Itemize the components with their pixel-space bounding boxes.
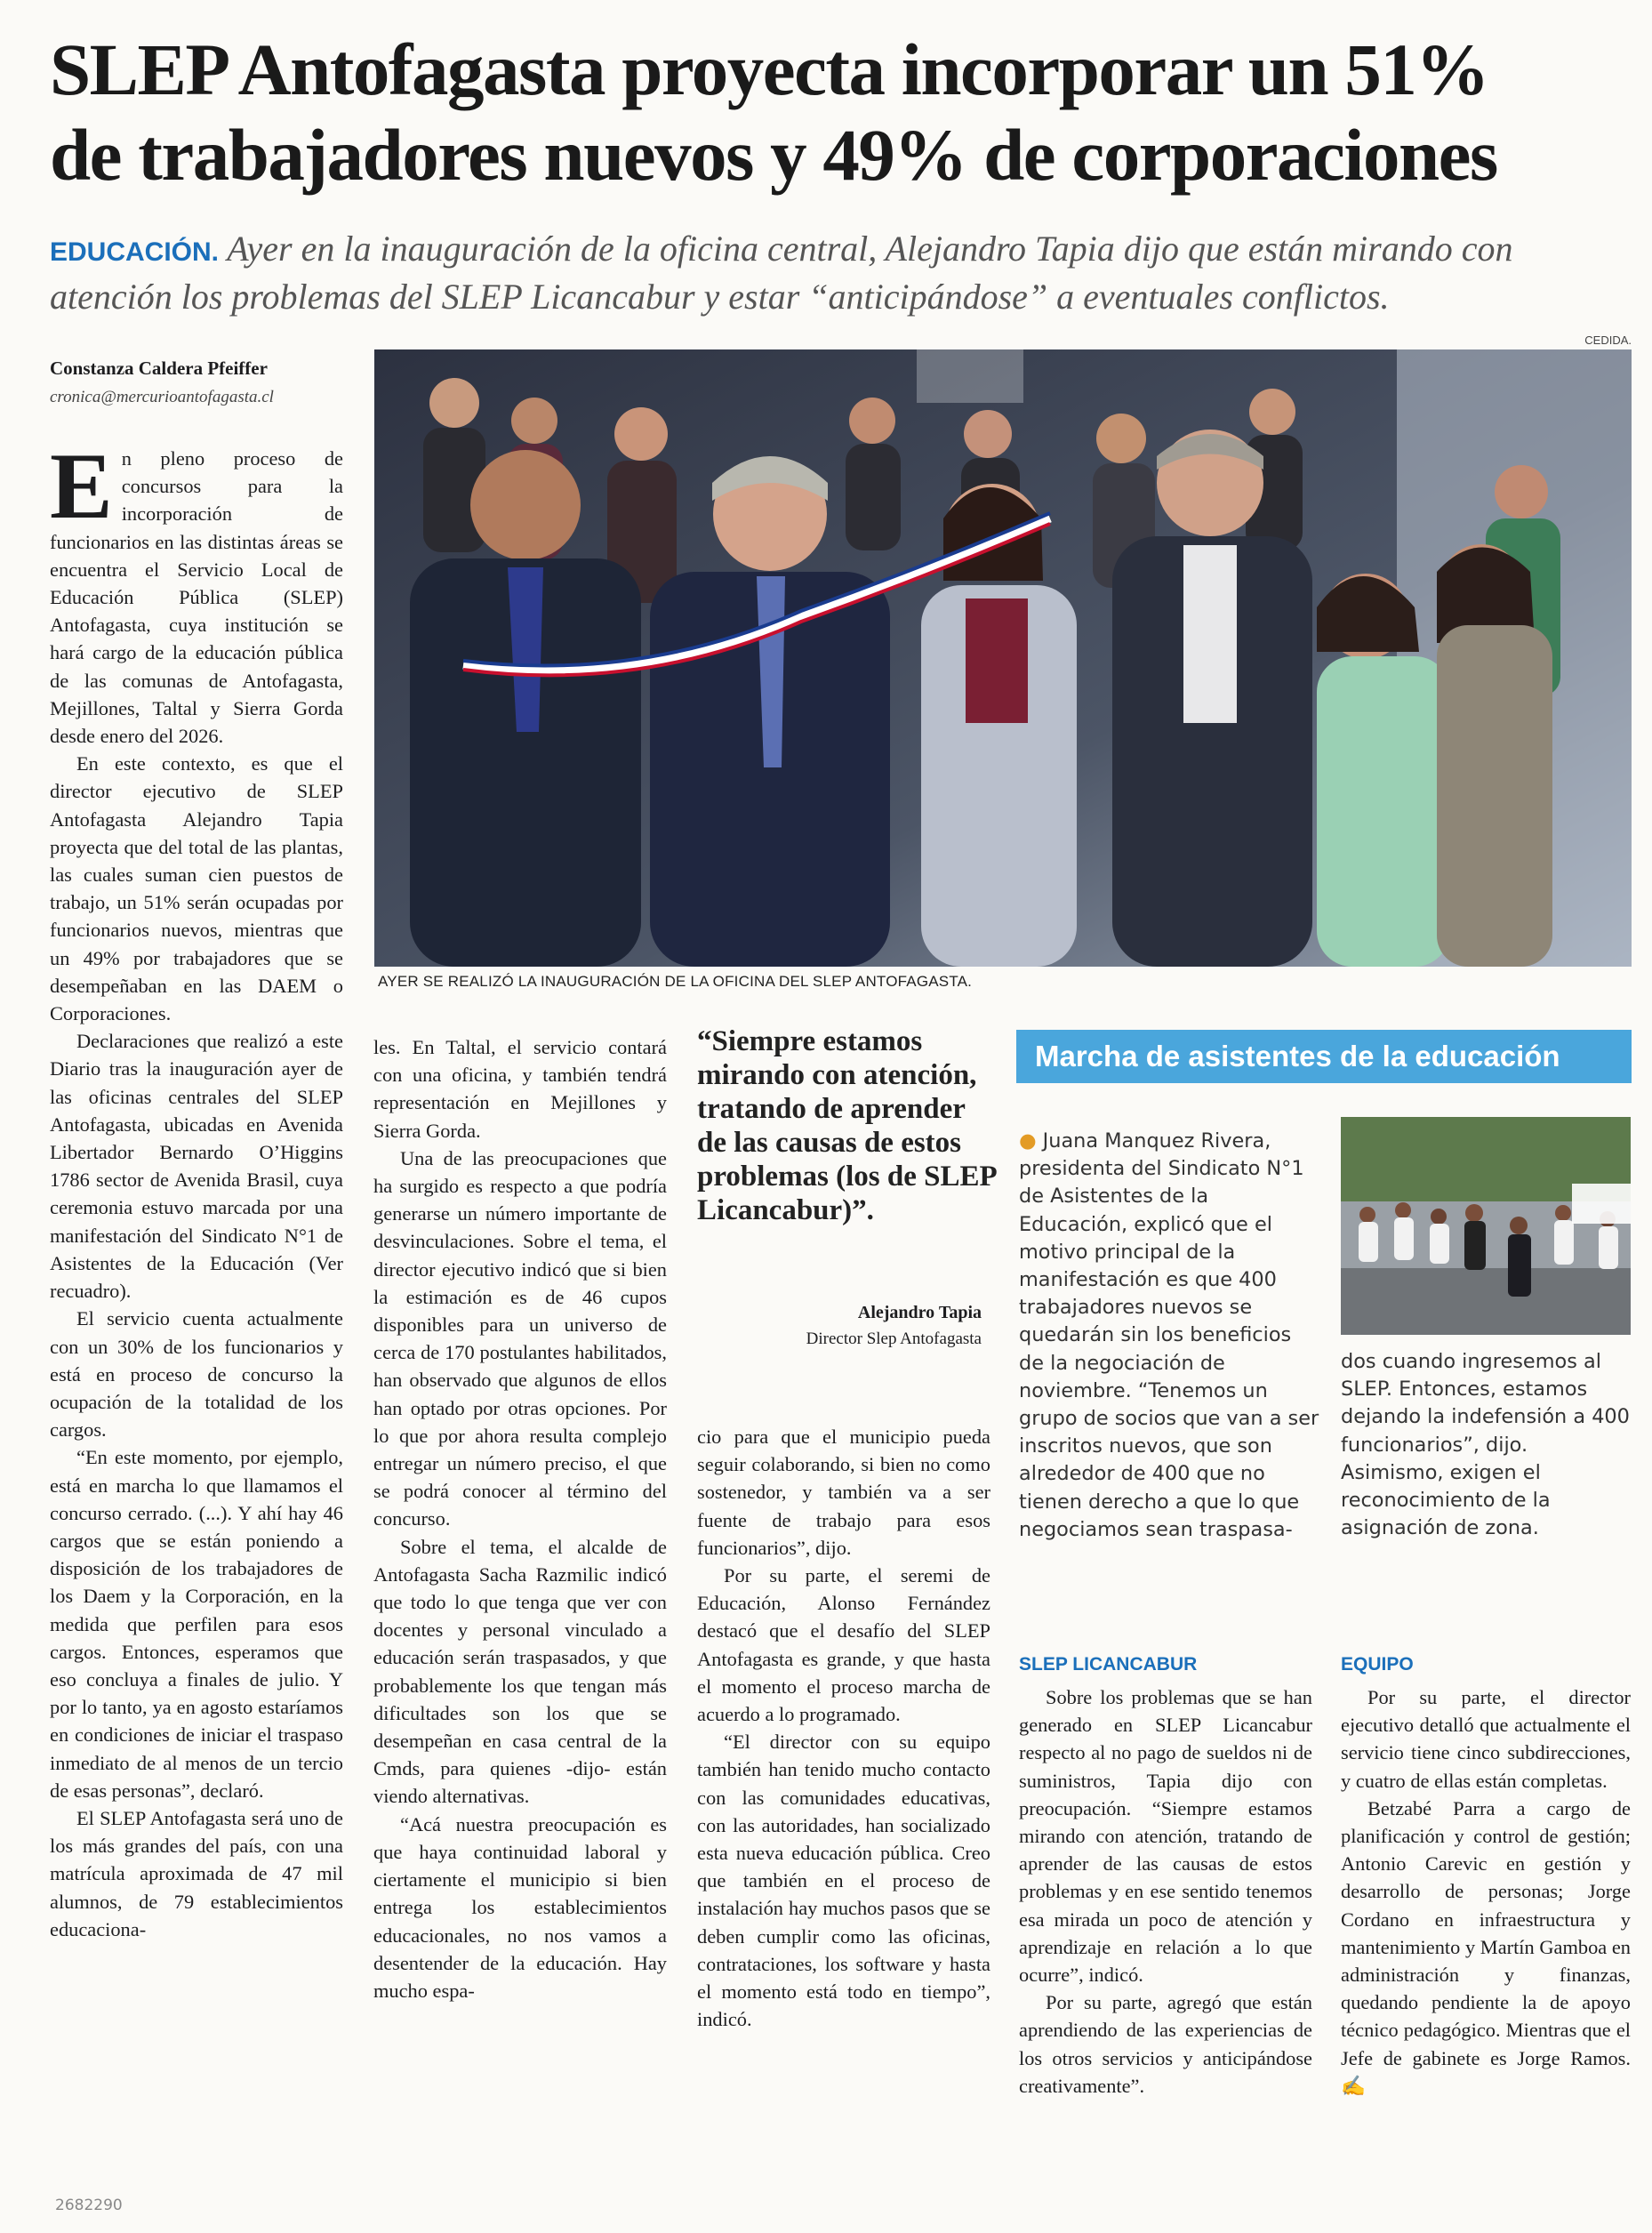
article-column-2: [373, 1033, 667, 2004]
paragraph: Una de las preocupaciones que ha surgido es respecto a que podría generarse un número importante de desvinculaciones. Sobre el tema, el director ejecutivo indicó que si bien la estimación es de 46 cupos disponibles para un universo de cerca de 170 postulantes habilitados, han observado que algunos de ellos han optado por otras opciones. Por lo que por ahora resulta complejo entregar un número preciso, el que se podrá conocer al término del concurso.: [373, 1146, 667, 1530]
author-email[interactable]: cronica@mercurioantofagasta.cl: [50, 388, 274, 406]
byline: Constanza Caldera Pfeiffer: [50, 357, 268, 379]
paragraph: “El director con su equipo también han tenido mucho contacto con las comunidades educativas, con las autoridades, han socializado esta nueva educación pública. Creo que también en el proceso de instalación hay muchos pasos que se deben cumplir como las oficinas, contrataciones, los software y hasta el momento está todo en tiempo”, indicó.: [697, 1731, 990, 2031]
deck: [50, 227, 1624, 319]
bullet-icon: ●: [1019, 1129, 1037, 1153]
inauguration-photo: [374, 349, 1632, 967]
headline-line-2: de trabajadores nuevos y 49% de corporaciones: [50, 114, 1497, 196]
headline: [50, 27, 1615, 197]
paragraph: Declaraciones que realizó a este Diario tras la inauguración ayer de las oficinas centrales del SLEP Antofagasta, ubicadas en Avenida Libertador Bernardo O’Higgins 1786 sector de Avenida Brasil, cuya ceremonia estuvo marcada por una manifestación del Sindicato N°1 de Asistentes de la Educación (Ver recuadro).: [50, 1030, 343, 1303]
march-photo-illustration: [1341, 1117, 1631, 1335]
clip-code: 2682290: [55, 2197, 123, 2214]
paragraph: El servicio cuenta actualmente con un 30% de los funcionarios y está en proceso de concurso la ocupación de la totalidad de los cargos.: [50, 1307, 343, 1442]
pull-quote: “Siempre estamos mirando con atención, tratando de aprender de las causas de estos problemas (los de SLEP Licancabur)”.: [697, 1025, 996, 1226]
end-mark-icon: ✍: [1341, 2074, 1366, 2097]
paragraph: Sobre los problemas que se han generado en SLEP Licancabur respecto al no pago de sueldos ni de suministros, Tapia dijo con preocupación. “Siempre estamos mirando con atención, tratando de aprender de las causas de estos problemas y en ese sentido tenemos esa mirada un poco de atención y aprendizaje en relación a lo que ocurre”, indicó.: [1019, 1686, 1312, 1987]
paragraph: Por su parte, el director ejecutivo detalló que actualmente el servicio tiene cinco subdirecciones, y cuatro de ellas están completas.: [1341, 1686, 1631, 1792]
quote-attribution-name: Alejandro Tapia: [857, 1303, 982, 1322]
paragraph: cio para que el municipio pueda seguir colaborando, si bien no como sostenedor, y también va a ser fuente de trabajo para esos funcionarios”, dijo.: [697, 1426, 990, 1559]
deck-text: Ayer en la inauguración de la oficina central, Alejandro Tapia dijo que están mirando con atención los problemas del SLEP Licancabur y estar “anticipándose” a eventuales conflictos.: [50, 229, 1513, 317]
paragraph: En pleno proceso de concursos para la incorporación de funcionarios en las distintas áreas se encuentra el Servicio Local de Educación Pública (SLEP) Antofagasta, cuya institución se hará cargo de la educación pública de las comunas de Antofagasta, Mejillones, Taltal y Sierra Gorda desde enero del 2026.: [50, 434, 343, 748]
sidebar-text-b: dos cuando ingresemos al SLEP. Entonces, estamos dejando la indefensión a 400 funcionarios”, dijo. Asimismo, exigen el reconocimiento de la asignación de zona.: [1341, 1350, 1630, 1540]
paragraph: El SLEP Antofagasta será uno de los más grandes del país, con una matrícula aproximada de 47 mil alumnos, de 79 establecimientos educaciona-: [50, 1806, 343, 1940]
article-column-1: [50, 434, 343, 1943]
paragraph: “En este momento, por ejemplo, está en marcha lo que llamamos el concurso cerrado. (...). Y ahí hay 46 cargos que se están poniendo a disposición de los trabajadores de los Daem y la Corporación, en la medida que perfilen para esos cargos. Entonces, esperamos que eso concluya a finales de julio. Y por lo tanto, ya en agosto estaríamos en condiciones de iniciar el traspaso inmediato de al menos de un tercio de esas personas”, declaró.: [50, 1446, 343, 1802]
photo-credit: CEDIDA.: [1584, 333, 1632, 347]
drop-cap: E: [50, 434, 113, 538]
subhead-licancabur: SLEP LICANCABUR: [1019, 1654, 1198, 1675]
headline-line-1: SLEP Antofagasta proyecta incorporar un 51%: [50, 28, 1488, 110]
subhead-equipo: EQUIPO: [1341, 1654, 1414, 1675]
paragraph: En este contexto, es que el director ejecutivo de SLEP Antofagasta Alejandro Tapia proyecta que del total de las plantas, las cuales suman cien puestos de trabajo, un 51% serán ocupadas por funcionarios nuevos, mientras que un 49% por trabajadores que se desempeñaban en las DAEM o Corporaciones.: [50, 752, 343, 1025]
paragraph: les. En Taltal, el servicio contará con una oficina, y también tendrá representación en Mejillones y Sierra Gorda.: [373, 1036, 667, 1142]
paragraph: “Acá nuestra preocupación es que haya continuidad laboral y ciertamente el municipio si bien entrega los establecimientos educacionales, no nos vamos a desentender de la educación. Hay mucho espa-: [373, 1812, 667, 2002]
paragraph: Betzabé Parra a cargo de planificación y control de gestión; Antonio Carevic en gestión y desarrollo de personas; Jorge Cordano en infraestructura y mantenimiento y Martín Gamboa en administración y finanzas, quedando pendiente la de apoyo técnico pedagógico. Mientras que el Jefe de gabinete es Jorge Ramos. ✍: [1341, 1796, 1631, 2097]
equipo-column: [1341, 1683, 1631, 2100]
article-column-3: [697, 1423, 990, 2033]
march-photo: [1341, 1117, 1631, 1335]
quote-attribution-role: Director Slep Antofagasta: [806, 1329, 982, 1348]
sidebar-title: Marcha de asistentes de la educación: [1035, 1040, 1560, 1072]
photo-caption: AYER SE REALIZÓ LA INAUGURACIÓN DE LA OFICINA DEL SLEP ANTOFAGASTA.: [378, 973, 973, 990]
paragraph: Sobre el tema, el alcalde de Antofagasta Sacha Razmilic indicó que todo lo que tenga que ver con docentes y personal vinculado a educación serán traspasados, y que probablemente los que tengan más dificultades son los que se desempeñan en casa central de la Cmds, para quienes -dijo- están viendo alternativas.: [373, 1535, 667, 1808]
paragraph: Por su parte, el seremi de Educación, Alonso Fernández destacó que el desafío del SLEP Antofagasta es grande, y que hasta el momento el proceso marcha de acuerdo a lo programado.: [697, 1564, 990, 1726]
paragraph: Por su parte, agregó que están aprendiendo de las experiencias de los otros servicios y anticipándose creativamente”.: [1019, 1991, 1312, 2097]
photo-illustration: [374, 349, 1632, 967]
section-label: EDUCACIÓN.: [50, 237, 220, 267]
sidebar-text-a: ● Juana Manquez Rivera, presidenta del Sindicato N°1 de Asistentes de la Educación, explicó que el motivo principal de la manifestación es que 400 trabajadores nuevos se quedarán sin los beneficios de la negociación de noviembre. “Tenemos un grupo de socios que van a ser inscritos nuevos, que son alrededor de 400 que no tienen derecho a que lo que negociamos sean traspasa-: [1019, 1129, 1319, 1541]
person-head: [470, 450, 581, 560]
licancabur-column: [1019, 1683, 1312, 2100]
